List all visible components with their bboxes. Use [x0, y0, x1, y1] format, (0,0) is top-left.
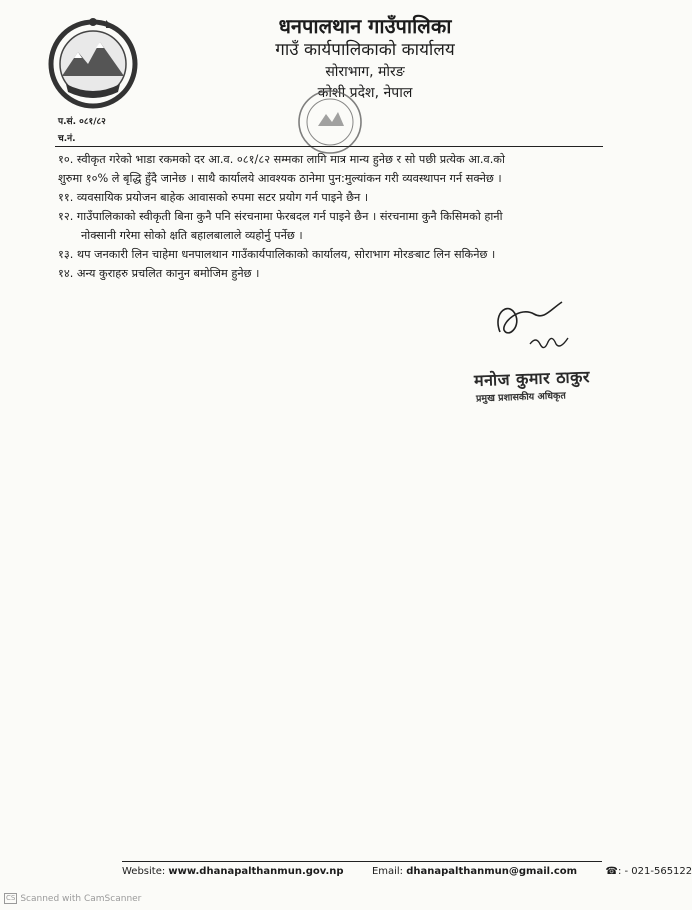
- list-item: [58, 150, 606, 188]
- dispatch-number: च.नं.: [58, 134, 76, 144]
- nepal-government-emblem: [44, 14, 142, 110]
- item-line: १०. स्वीकृत गरेको भाडा रकमको दर आ.व. ०८१/८२ सम्मका लागि मात्र मान्य हुनेछ र सो पछी प्रत्येक आ.व.को: [58, 153, 505, 166]
- watermark-text: Scanned with CamScanner: [20, 894, 142, 904]
- scanner-watermark: [4, 893, 141, 904]
- signatory-name: मनोज कुमार ठाकुर: [473, 366, 591, 391]
- office-location: सोराभाग, मोरङ: [325, 64, 405, 80]
- province-country: कोशी प्रदेश, नेपाल: [317, 85, 413, 101]
- list-item: [58, 207, 606, 245]
- website-link[interactable]: www.dhanapalthanmun.gov.np: [168, 866, 344, 877]
- header-divider: [55, 146, 603, 147]
- email-label: Email:: [371, 866, 404, 877]
- municipality-name: धनपालथान गाउँपालिका: [278, 14, 452, 38]
- item-line-continued: नोक्सानी गरेमा सोको क्षति बहालबालाले व्यहोर्नु पर्नेछ ।: [81, 229, 303, 242]
- website-label: Website:: [122, 866, 166, 877]
- footer-divider: [122, 861, 602, 862]
- reference-number: प.सं. ०८१/८२: [58, 117, 106, 127]
- item-line: १२. गाउँपालिकाको स्वीकृती बिना कुनै पनि संरचनामा फेरबदल गर्न पाइने छैन । संरचनामा कुनै किसिमको हानी: [58, 210, 503, 223]
- office-name: गाउँ कार्यपालिकाको कार्यालय: [275, 40, 455, 60]
- item-line: १४. अन्य कुराहरु प्रचलित कानुन बमोजिम हुनेछ ।: [58, 267, 260, 280]
- camscanner-icon: CS: [6, 894, 16, 902]
- email-link[interactable]: dhanapalthanmun@gmail.com: [406, 866, 578, 877]
- list-item: [58, 264, 606, 283]
- list-item: [58, 188, 606, 207]
- phone-number: ☎: - 021-565122: [605, 866, 692, 877]
- item-line-continued: शुरुमा १०% ले बृद्धि हुँदै जानेछ । साथै कार्यालये आवश्यक ठानेमा पुन:मुल्यांकन गरी व्यवस्थापन गर्न सक्नेछ ।: [58, 172, 502, 185]
- list-item: [58, 245, 606, 264]
- signatory-title: प्रमुख प्रशासकीय अधिकृत: [475, 390, 566, 405]
- conditions-list: [58, 150, 606, 283]
- item-line: १३. थप जनकारी लिन चाहेमा धनपालथान गाउँकार्यपालिकाको कार्यालय, सोराभाग मोरङबाट लिन सकिनेछ ।: [58, 248, 496, 261]
- item-line: ११. व्यवसायिक प्रयोजन बाहेक आवासको रुपमा सटर प्रयोग गर्न पाइने छैन ।: [58, 191, 369, 204]
- contact-footer: [122, 866, 692, 877]
- handwritten-signature: [490, 292, 580, 356]
